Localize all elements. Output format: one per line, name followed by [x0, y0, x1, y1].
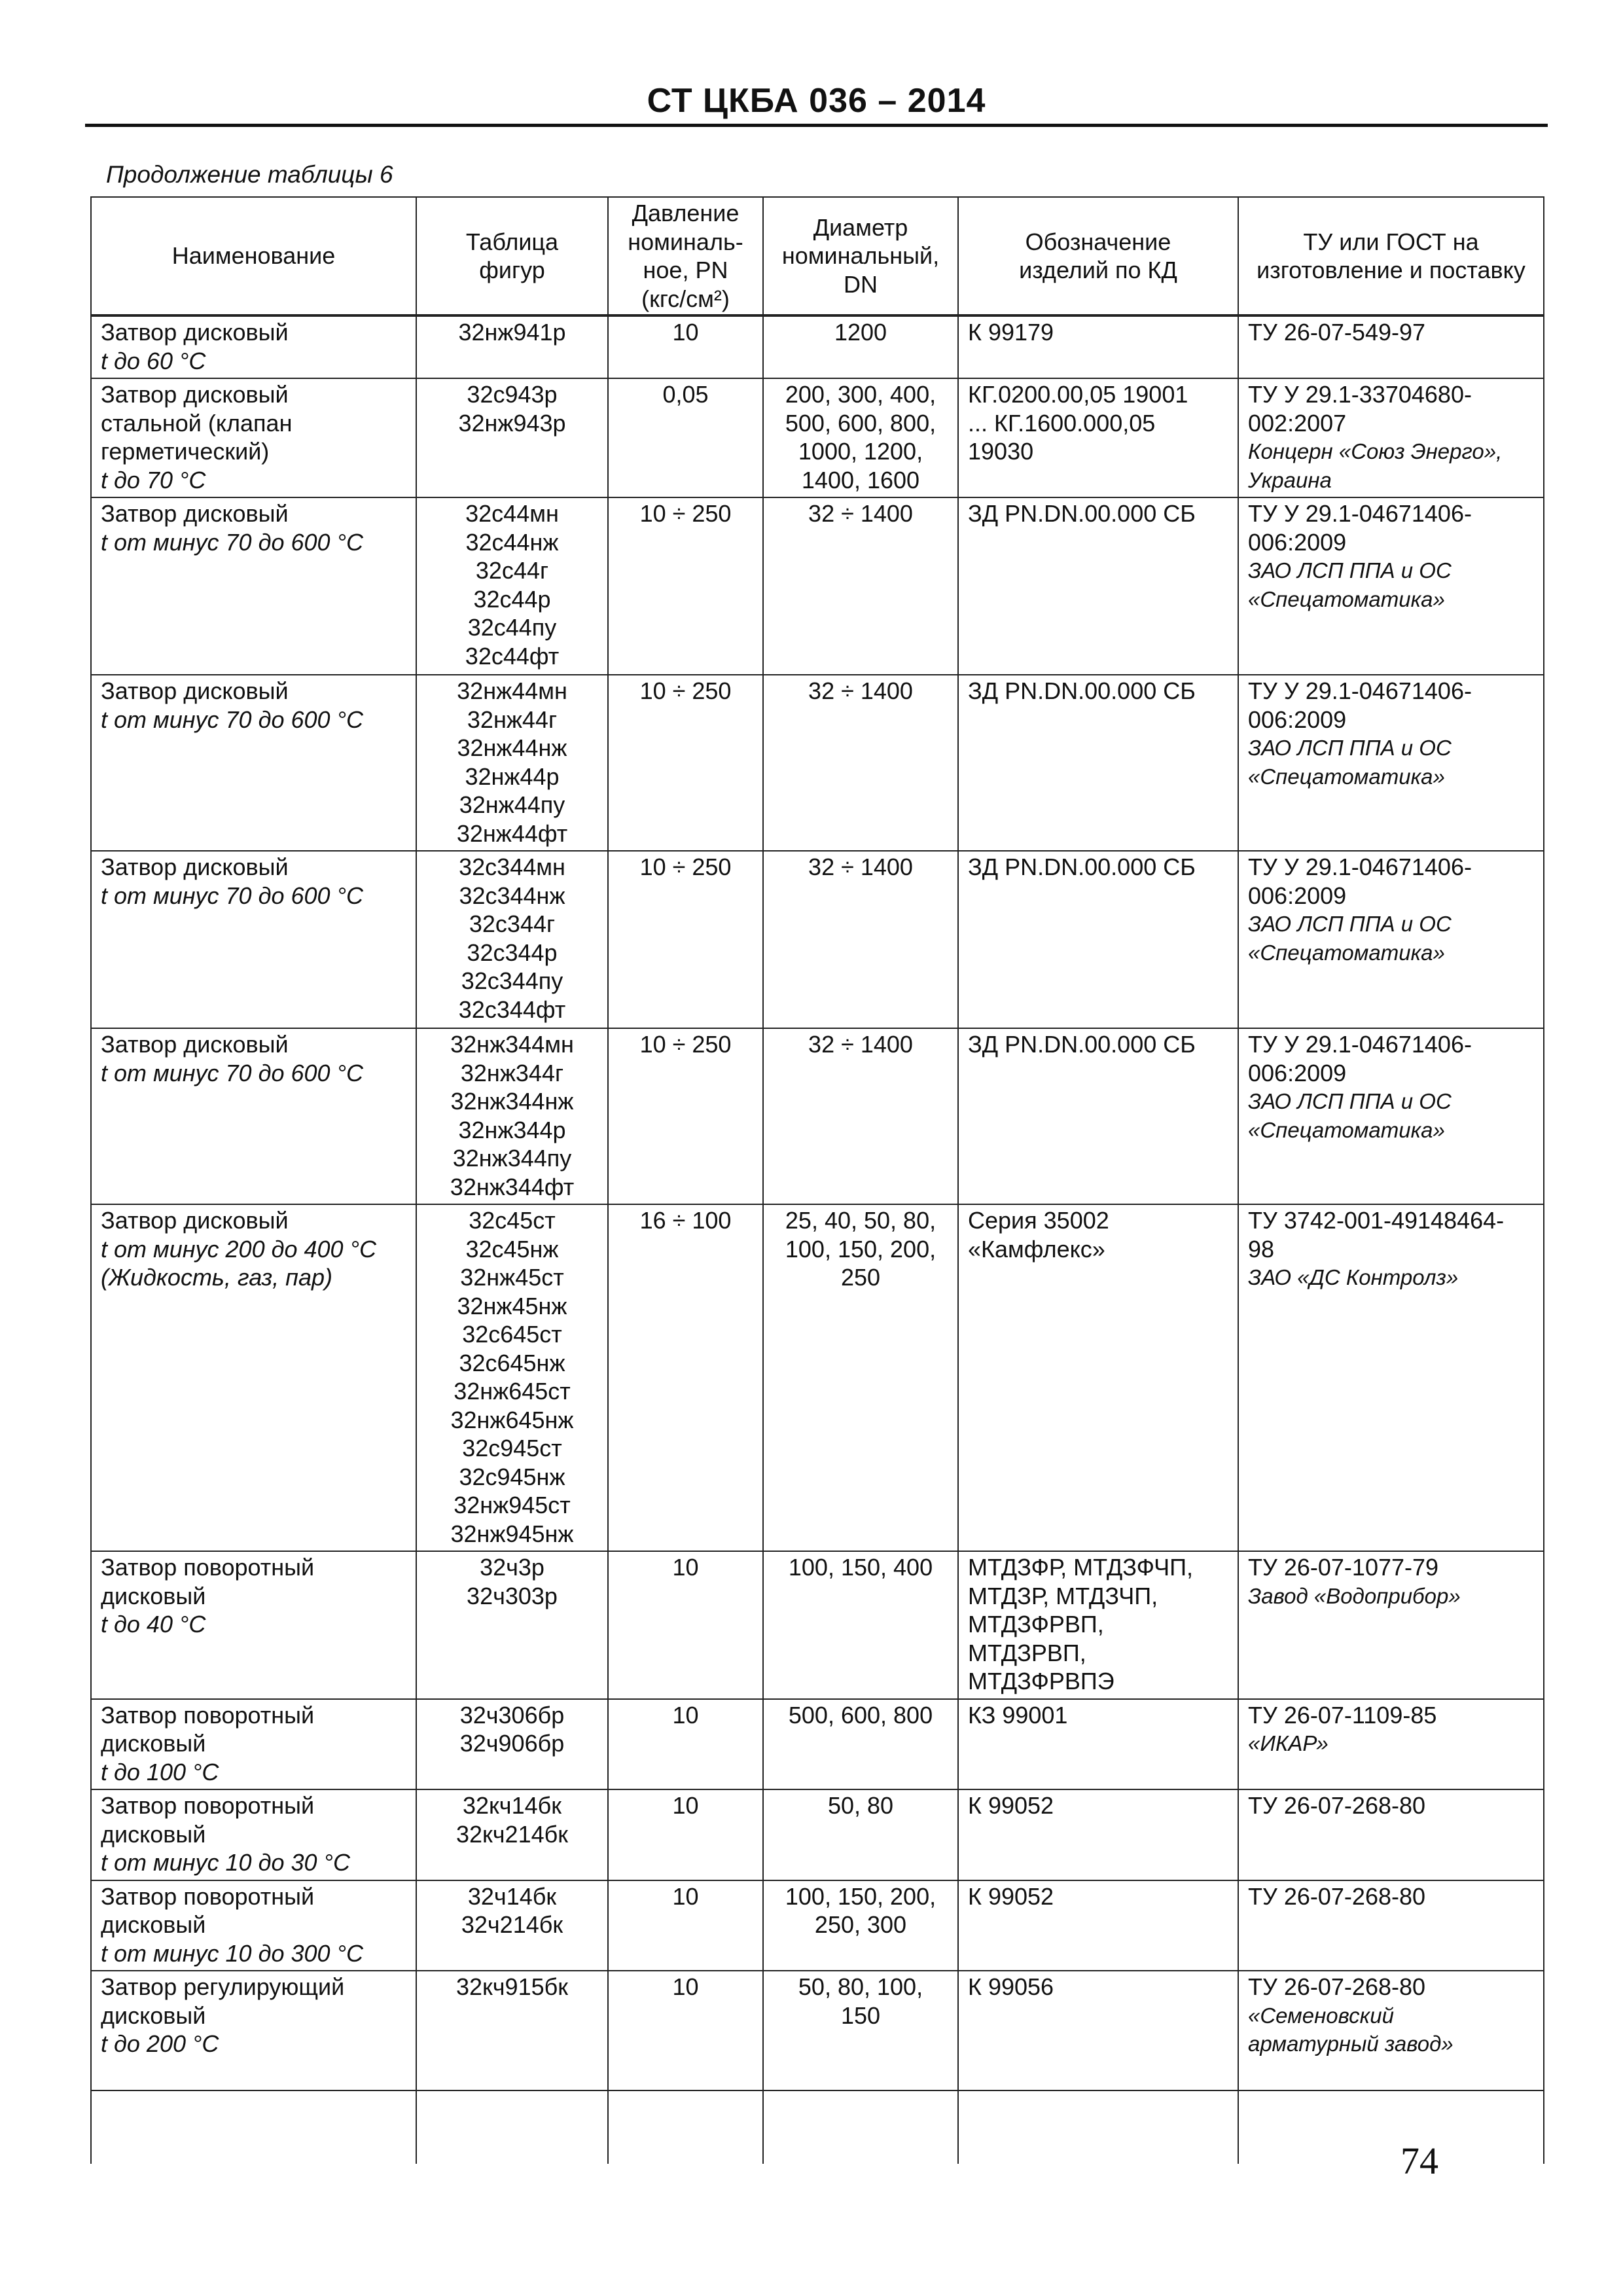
figure-code: 32ч14бк — [467, 1882, 557, 1910]
kd-designation: МТДЗФРВП, — [968, 1611, 1104, 1638]
figure-code: 32нж941р — [458, 319, 566, 346]
pressure-value: 10 — [672, 1882, 699, 1910]
tu-designation: ТУ У 29.1-04671406- — [1248, 677, 1472, 704]
table-continuation-row — [91, 2090, 1544, 2164]
cell-tu-gost — [1238, 675, 1544, 851]
cell-pressure — [608, 1971, 763, 2090]
table-row — [91, 1880, 1544, 1971]
table-row — [91, 1028, 1544, 1204]
figure-code: 32с945нж — [459, 1463, 565, 1490]
col-header-figure-table — [416, 197, 608, 315]
cell-tu-gost — [1238, 1028, 1544, 1204]
temperature-line: t от минус 70 до 600 °С — [101, 528, 363, 556]
diameter-value: 100, 150, 200, — [785, 1882, 936, 1910]
pressure-value: 10 — [672, 1973, 699, 2000]
cell-figure — [416, 1789, 608, 1880]
diameter-value: 500, 600, 800, — [785, 409, 936, 437]
cell-diameter — [763, 315, 958, 378]
kd-designation: К 99056 — [968, 1973, 1054, 2000]
table-row — [91, 1971, 1544, 2090]
table-row — [91, 1699, 1544, 1790]
pressure-value: 10 — [672, 1701, 699, 1729]
kd-designation: К 99052 — [968, 1792, 1054, 1819]
cell-kd — [958, 315, 1238, 378]
table-row — [91, 378, 1544, 497]
cell-name — [91, 851, 416, 1028]
diameter-value: 250 — [840, 1264, 881, 1291]
table-row — [91, 851, 1544, 1028]
temperature-line: t от минус 200 до 400 °С — [101, 1235, 376, 1263]
figure-code: 32с645ст — [462, 1321, 562, 1348]
empty-cell — [763, 2090, 958, 2164]
figure-code: 32нж344нж — [450, 1088, 574, 1115]
figure-code: 32с945ст — [462, 1435, 562, 1462]
cell-figure — [416, 1971, 608, 2090]
manufacturer: «Спецатоматика» — [1248, 764, 1445, 789]
kd-designation: ЗД PN.DN.00.000 СБ — [968, 1031, 1196, 1058]
diameter-value: 500, 600, 800 — [788, 1701, 933, 1729]
diameter-value: 150 — [840, 2001, 881, 2029]
kd-designation: МТДЗРВП, — [968, 1639, 1086, 1666]
cell-kd — [958, 1789, 1238, 1880]
cell-name — [91, 1699, 416, 1790]
header-rule — [85, 124, 1548, 127]
cell-name — [91, 1880, 416, 1971]
name-line: стальной (клапан — [101, 409, 293, 437]
table-caption: Продолжение таблицы 6 — [106, 161, 393, 188]
cell-name — [91, 1789, 416, 1880]
table-row — [91, 1204, 1544, 1551]
cell-tu-gost — [1238, 1204, 1544, 1551]
figure-code: 32кч915бк — [456, 1973, 568, 2000]
cell-figure — [416, 315, 608, 378]
page-number: 74 — [1400, 2140, 1438, 2182]
column-header-line: Таблица — [465, 228, 559, 255]
column-header-line: ное, PN — [643, 257, 728, 283]
cell-kd — [958, 1028, 1238, 1204]
tu-designation: 006:2009 — [1248, 1059, 1347, 1086]
temperature-line: t от минус 70 до 600 °С — [101, 882, 363, 909]
diameter-value: 200, 300, 400, — [785, 381, 936, 408]
temperature-line: (Жидкость, газ, пар) — [101, 1264, 333, 1291]
figure-code: 32кч14бк — [463, 1792, 562, 1819]
name-line: Затвор поворотный — [101, 1882, 315, 1910]
kd-designation: ... КГ.1600.000,05 — [968, 409, 1156, 437]
column-header-line: изготовление и поставку — [1257, 257, 1525, 283]
cell-diameter — [763, 1789, 958, 1880]
cell-name — [91, 1551, 416, 1699]
table-row — [91, 675, 1544, 851]
cell-figure — [416, 1551, 608, 1699]
figure-code: 32с45ст — [469, 1207, 556, 1234]
cell-diameter — [763, 497, 958, 675]
cell-figure — [416, 851, 608, 1028]
figure-code: 32с344г — [469, 910, 556, 937]
tu-designation: 006:2009 — [1248, 882, 1347, 909]
figure-code: 32нж645нж — [450, 1406, 574, 1433]
cell-pressure — [608, 378, 763, 497]
name-line: Затвор дисковый — [101, 319, 289, 346]
manufacturer: ЗАО «ДС Контролз» — [1248, 1265, 1459, 1289]
temperature-line: t до 40 °С — [101, 1611, 206, 1638]
kd-designation: ЗД PN.DN.00.000 СБ — [968, 500, 1196, 527]
pressure-value: 16 ÷ 100 — [639, 1207, 732, 1234]
figure-code: 32с344нж — [459, 882, 565, 909]
kd-designation: 19030 — [968, 438, 1034, 465]
diameter-value: 32 ÷ 1400 — [808, 500, 913, 527]
cell-tu-gost — [1238, 1971, 1544, 2090]
temperature-line: t от минус 70 до 600 °С — [101, 1059, 363, 1086]
figure-code: 32нж44г — [467, 706, 558, 733]
figure-code: 32нж344пу — [452, 1145, 572, 1172]
name-line: Затвор дисковый — [101, 853, 289, 880]
cell-kd — [958, 378, 1238, 497]
tu-designation: ТУ У 29.1-04671406- — [1248, 500, 1472, 527]
manufacturer: ЗАО ЛСП ППА и ОС — [1248, 558, 1452, 583]
cell-figure — [416, 675, 608, 851]
figure-code: 32ч3р — [480, 1554, 544, 1581]
manufacturer: ЗАО ЛСП ППА и ОС — [1248, 912, 1452, 936]
manufacturer: «Спецатоматика» — [1248, 586, 1445, 611]
column-header-line: Давление — [632, 200, 740, 226]
figure-code: 32нж344фт — [450, 1173, 575, 1200]
cell-tu-gost — [1238, 851, 1544, 1028]
column-header-line: Наименование — [171, 242, 336, 270]
pressure-value: 10 — [672, 1554, 699, 1581]
cell-kd — [958, 1204, 1238, 1551]
diameter-value: 1200 — [834, 319, 887, 346]
name-line: Затвор поворотный — [101, 1792, 315, 1819]
name-line: Затвор поворотный — [101, 1554, 315, 1581]
name-line: дисковый — [101, 2001, 206, 2029]
cell-tu-gost — [1238, 1880, 1544, 1971]
figure-code: 32с44фт — [465, 642, 560, 670]
manufacturer: арматурный завод» — [1248, 2032, 1454, 2056]
diameter-value: 32 ÷ 1400 — [808, 1031, 913, 1058]
kd-designation: К 99179 — [968, 319, 1054, 346]
name-line: Затвор дисковый — [101, 677, 289, 704]
cell-name — [91, 315, 416, 378]
table-row — [91, 497, 1544, 675]
table-row — [91, 1551, 1544, 1699]
cell-pressure — [608, 1551, 763, 1699]
column-header-line: (кгс/см²) — [641, 285, 730, 312]
manufacturer: ЗАО ЛСП ППА и ОС — [1248, 736, 1452, 760]
figure-code: 32с344пу — [461, 967, 563, 994]
column-header-line: номинальный, — [781, 242, 940, 270]
tu-designation: 98 — [1248, 1235, 1275, 1263]
figure-code: 32нж44фт — [456, 819, 568, 847]
cell-tu-gost — [1238, 315, 1544, 378]
tu-designation: ТУ У 29.1-33704680- — [1248, 381, 1472, 408]
kd-designation: МТДЗФРВПЭ — [968, 1668, 1115, 1695]
pressure-value: 10 ÷ 250 — [639, 677, 732, 704]
tu-designation: ТУ 26-07-1109-85 — [1248, 1701, 1437, 1729]
column-header-line: изделий по КД — [1019, 257, 1177, 283]
diameter-value: 50, 80, 100, — [798, 1973, 923, 2000]
temperature-line: t от минус 10 до 30 °С — [101, 1849, 350, 1876]
empty-cell — [91, 2090, 416, 2164]
cell-kd — [958, 675, 1238, 851]
cell-diameter — [763, 1551, 958, 1699]
kd-designation: МТДЗФР, МТДЗФЧП, — [968, 1554, 1194, 1581]
pressure-value: 0,05 — [662, 381, 709, 408]
figure-code: 32нж344р — [458, 1116, 566, 1143]
name-line: Затвор дисковый — [101, 1207, 289, 1234]
figure-code: 32ч306бр — [459, 1701, 565, 1729]
cell-diameter — [763, 1028, 958, 1204]
column-header-line: номиналь- — [628, 228, 743, 255]
cell-pressure — [608, 675, 763, 851]
cell-diameter — [763, 851, 958, 1028]
col-header-tu-gost — [1238, 197, 1544, 315]
table-body — [91, 315, 1544, 2164]
diameter-value: 250, 300 — [814, 1911, 907, 1938]
manufacturer: Украина — [1248, 467, 1332, 492]
cell-name — [91, 1028, 416, 1204]
temperature-line: t до 200 °С — [101, 2030, 219, 2057]
cell-kd — [958, 1880, 1238, 1971]
cell-kd — [958, 1551, 1238, 1699]
temperature-line: t до 100 °С — [101, 1758, 219, 1785]
cell-figure — [416, 1204, 608, 1551]
cell-kd — [958, 1971, 1238, 2090]
cell-tu-gost — [1238, 378, 1544, 497]
cell-kd — [958, 497, 1238, 675]
pressure-value: 10 ÷ 250 — [639, 1031, 732, 1058]
tu-designation: 006:2009 — [1248, 528, 1347, 556]
tu-designation: 002:2007 — [1248, 409, 1347, 437]
cell-diameter — [763, 378, 958, 497]
figure-code: 32с344фт — [458, 996, 566, 1023]
figure-code: 32ч303р — [467, 1582, 558, 1609]
manufacturer: Завод «Водоприбор» — [1248, 1583, 1461, 1608]
figure-code: 32с344мн — [459, 853, 565, 880]
kd-designation: К 99052 — [968, 1882, 1054, 1910]
kd-designation: «Камфлекс» — [968, 1235, 1105, 1263]
kd-designation: МТДЗР, МТДЗЧП, — [968, 1582, 1158, 1609]
figure-code: 32нж344мн — [450, 1031, 574, 1058]
figure-code: 32нж44р — [465, 762, 560, 790]
name-line: Затвор дисковый — [101, 1031, 289, 1058]
cell-diameter — [763, 675, 958, 851]
document-code: СТ ЦКБА 036 – 2014 — [647, 82, 986, 120]
figure-code: 32нж945ст — [454, 1492, 571, 1518]
tu-designation: ТУ 26-07-1077-79 — [1248, 1554, 1439, 1581]
figure-code: 32с44пу — [467, 614, 557, 641]
figure-code: 32ч214бк — [461, 1911, 563, 1938]
cell-pressure — [608, 1204, 763, 1551]
figure-code: 32с645нж — [459, 1349, 565, 1376]
col-header-name — [91, 197, 416, 315]
diameter-value: 100, 150, 200, — [785, 1235, 936, 1263]
table-row — [91, 1789, 1544, 1880]
figure-code: 32с44г — [475, 557, 549, 584]
cell-figure — [416, 1880, 608, 1971]
kd-designation: ЗД PN.DN.00.000 СБ — [968, 677, 1196, 704]
tu-designation: ТУ У 29.1-04671406- — [1248, 1031, 1472, 1058]
cell-diameter — [763, 1971, 958, 2090]
cell-figure — [416, 497, 608, 675]
manufacturer: «Семеновский — [1248, 2003, 1394, 2028]
name-line: Затвор поворотный — [101, 1701, 315, 1729]
cell-tu-gost — [1238, 1551, 1544, 1699]
figure-code: 32нж344г — [460, 1059, 564, 1086]
temperature-line: t до 70 °С — [101, 466, 206, 493]
pressure-value: 10 — [672, 319, 699, 346]
col-header-pressure — [608, 197, 763, 315]
diameter-value: 100, 150, 400 — [788, 1554, 933, 1581]
cell-figure — [416, 378, 608, 497]
column-header-line: DN — [844, 270, 878, 298]
figure-code: 32кч214бк — [456, 1820, 568, 1848]
figure-code: 32с44мн — [465, 500, 559, 527]
cell-pressure — [608, 851, 763, 1028]
figure-code: 32с45нж — [465, 1235, 559, 1263]
column-header-line: Обозначение — [1025, 228, 1171, 255]
name-line: Затвор дисковый — [101, 500, 289, 527]
tu-designation: ТУ 26-07-268-80 — [1248, 1792, 1426, 1819]
cell-figure — [416, 1028, 608, 1204]
cell-diameter — [763, 1204, 958, 1551]
kd-designation: ЗД PN.DN.00.000 СБ — [968, 853, 1196, 880]
empty-cell — [416, 2090, 608, 2164]
cell-name — [91, 1971, 416, 2090]
diameter-value: 25, 40, 50, 80, — [785, 1207, 936, 1234]
kd-designation: КГ.0200.00,05 19001 — [968, 381, 1188, 408]
diameter-value: 50, 80 — [827, 1792, 894, 1819]
figure-code: 32нж44пу — [459, 791, 565, 818]
cell-name — [91, 675, 416, 851]
cell-diameter — [763, 1880, 958, 1971]
cell-kd — [958, 851, 1238, 1028]
tu-designation: ТУ 3742-001-49148464- — [1248, 1207, 1505, 1234]
cell-pressure — [608, 497, 763, 675]
figure-code: 32нж45ст — [460, 1264, 564, 1291]
document-header — [85, 73, 1548, 127]
cell-name — [91, 497, 416, 675]
empty-cell — [608, 2090, 763, 2164]
manufacturer: Концерн «Союз Энерго», — [1248, 439, 1503, 463]
table-header-row — [91, 197, 1544, 315]
cell-tu-gost — [1238, 1699, 1544, 1790]
tu-designation: ТУ 26-07-549-97 — [1248, 319, 1426, 346]
column-header-line: фигур — [479, 257, 545, 283]
temperature-line: t от минус 10 до 300 °С — [101, 1939, 363, 1967]
kd-designation: Серия 35002 — [968, 1207, 1109, 1234]
col-header-diameter — [763, 197, 958, 315]
name-line: Затвор регулирующий — [101, 1973, 345, 2000]
cell-tu-gost — [1238, 497, 1544, 675]
cell-figure — [416, 1699, 608, 1790]
manufacturer: «Спецатоматика» — [1248, 1117, 1445, 1142]
cell-kd — [958, 1699, 1238, 1790]
figure-code: 32с943р — [467, 381, 558, 408]
name-line: дисковый — [101, 1911, 206, 1938]
cell-pressure — [608, 1699, 763, 1790]
figure-code: 32с344р — [467, 939, 558, 966]
tu-designation: 006:2009 — [1248, 706, 1347, 733]
kd-designation: КЗ 99001 — [968, 1701, 1068, 1729]
figure-code: 32нж45нж — [457, 1292, 567, 1319]
temperature-line: t до 60 °С — [101, 347, 206, 374]
diameter-value: 32 ÷ 1400 — [808, 853, 913, 880]
pressure-value: 10 ÷ 250 — [639, 500, 732, 527]
cell-diameter — [763, 1699, 958, 1790]
tu-designation: ТУ 26-07-268-80 — [1248, 1882, 1426, 1910]
figure-code: 32с44р — [473, 585, 551, 613]
cell-pressure — [608, 1880, 763, 1971]
tu-designation: ТУ 26-07-268-80 — [1248, 1973, 1426, 2000]
cell-name — [91, 378, 416, 497]
diameter-value: 32 ÷ 1400 — [808, 677, 913, 704]
cell-name — [91, 1204, 416, 1551]
manufacturer: «Спецатоматика» — [1248, 940, 1445, 965]
figure-code: 32нж44мн — [457, 677, 567, 704]
spec-table-wrap — [90, 196, 1543, 2164]
name-line: дисковый — [101, 1730, 206, 1757]
manufacturer: «ИКАР» — [1248, 1731, 1329, 1755]
spec-table — [90, 196, 1544, 2164]
name-line: дисковый — [101, 1582, 206, 1609]
column-header-line: Диаметр — [813, 213, 908, 241]
figure-code: 32нж645ст — [454, 1378, 571, 1405]
table-row — [91, 315, 1544, 378]
cell-tu-gost — [1238, 1789, 1544, 1880]
name-line: дисковый — [101, 1820, 206, 1848]
cell-pressure — [608, 1028, 763, 1204]
name-line: герметический) — [101, 438, 270, 465]
col-header-kd-designation — [958, 197, 1238, 315]
figure-code: 32нж945нж — [450, 1520, 574, 1547]
figure-code: 32нж44нж — [457, 734, 567, 761]
figure-code: 32ч906бр — [459, 1730, 565, 1757]
figure-code: 32с44нж — [465, 528, 559, 556]
manufacturer: ЗАО ЛСП ППА и ОС — [1248, 1089, 1452, 1113]
tu-designation: ТУ У 29.1-04671406- — [1248, 853, 1472, 880]
cell-pressure — [608, 1789, 763, 1880]
diameter-value: 1400, 1600 — [801, 466, 920, 493]
cell-pressure — [608, 315, 763, 378]
temperature-line: t от минус 70 до 600 °С — [101, 706, 363, 733]
diameter-value: 1000, 1200, — [798, 438, 923, 465]
pressure-value: 10 — [672, 1792, 699, 1819]
empty-cell — [958, 2090, 1238, 2164]
figure-code: 32нж943р — [458, 409, 566, 437]
column-header-line: ТУ или ГОСТ на — [1303, 228, 1479, 255]
empty-cell — [1238, 2090, 1544, 2164]
name-line: Затвор дисковый — [101, 381, 289, 408]
pressure-value: 10 ÷ 250 — [639, 853, 732, 880]
